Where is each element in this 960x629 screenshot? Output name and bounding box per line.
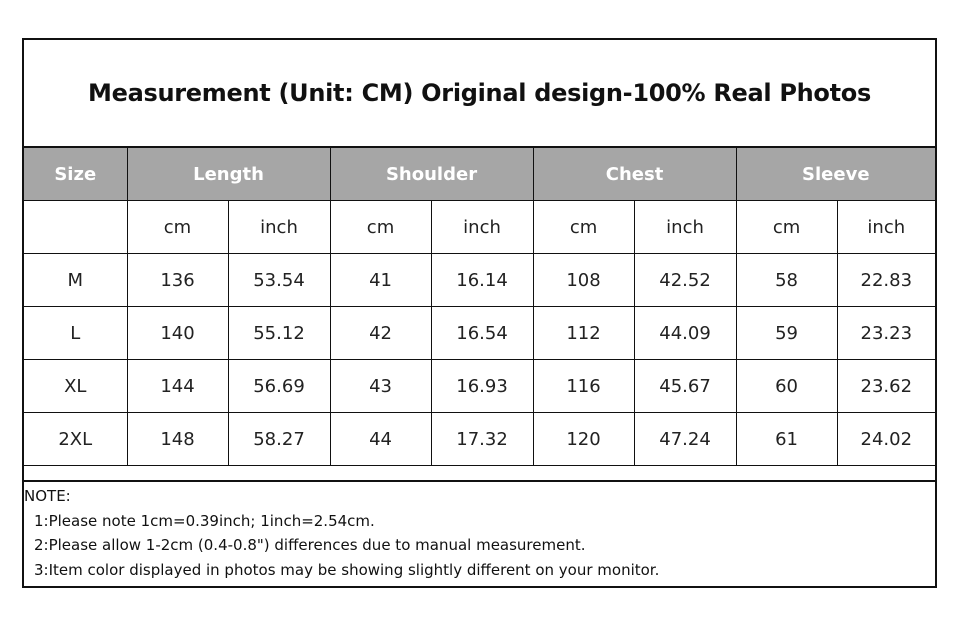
unit-cell: inch (431, 201, 533, 254)
size-cell: M (24, 254, 127, 307)
table-cell: 55.12 (228, 307, 330, 360)
table-cell: 112 (533, 307, 634, 360)
table-cell: 144 (127, 360, 228, 413)
unit-cell (24, 201, 127, 254)
header-shoulder: Shoulder (330, 147, 533, 201)
table-cell: 16.93 (431, 360, 533, 413)
table-row (24, 413, 935, 466)
table-row (24, 360, 935, 413)
table-cell: 148 (127, 413, 228, 466)
table-row (24, 254, 935, 307)
table-cell: 61 (736, 413, 837, 466)
unit-cell: inch (634, 201, 736, 254)
table-cell: 58.27 (228, 413, 330, 466)
table-cell: 60 (736, 360, 837, 413)
size-cell: XL (24, 360, 127, 413)
size-table (24, 146, 935, 466)
note-line: 3:Item color displayed in photos may be showing slightly different on your monitor. (34, 560, 660, 579)
table-cell: 44 (330, 413, 431, 466)
table-cell: 44.09 (634, 307, 736, 360)
size-cell: 2XL (24, 413, 127, 466)
unit-cell: inch (228, 201, 330, 254)
table-cell: 24.02 (837, 413, 935, 466)
header-row (24, 147, 935, 201)
note-line: 2:Please allow 1-2cm (0.4-0.8") differences due to manual measurement. (34, 536, 586, 554)
table-cell: 116 (533, 360, 634, 413)
notes-heading: NOTE: (24, 487, 71, 505)
chart-title: Measurement (Unit: CM) Original design-100% Real Photos (88, 79, 871, 107)
table-cell: 59 (736, 307, 837, 360)
unit-cell: inch (837, 201, 935, 254)
unit-cell: cm (330, 201, 431, 254)
header-chest: Chest (533, 147, 736, 201)
table-cell: 108 (533, 254, 634, 307)
table-cell: 16.14 (431, 254, 533, 307)
notes-section (24, 480, 935, 582)
table-cell: 23.62 (837, 360, 935, 413)
table-cell: 47.24 (634, 413, 736, 466)
note-line: 1:Please note 1cm=0.39inch; 1inch=2.54cm. (34, 511, 375, 530)
table-cell: 17.32 (431, 413, 533, 466)
unit-cell: cm (127, 201, 228, 254)
table-cell: 56.69 (228, 360, 330, 413)
table-cell: 16.54 (431, 307, 533, 360)
table-cell: 42 (330, 307, 431, 360)
unit-row (24, 201, 935, 254)
table-cell: 58 (736, 254, 837, 307)
header-sleeve: Sleeve (736, 147, 935, 201)
size-cell: L (24, 307, 127, 360)
table-cell: 45.67 (634, 360, 736, 413)
table-cell: 140 (127, 307, 228, 360)
table-row (24, 307, 935, 360)
table-cell: 42.52 (634, 254, 736, 307)
table-cell: 53.54 (228, 254, 330, 307)
header-size: Size (24, 147, 127, 201)
unit-cell: cm (736, 201, 837, 254)
header-length: Length (127, 147, 330, 201)
table-cell: 23.23 (837, 307, 935, 360)
table-cell: 43 (330, 360, 431, 413)
table-cell: 22.83 (837, 254, 935, 307)
unit-cell: cm (533, 201, 634, 254)
size-chart-frame (22, 38, 937, 588)
table-cell: 41 (330, 254, 431, 307)
table-cell: 120 (533, 413, 634, 466)
table-cell: 136 (127, 254, 228, 307)
